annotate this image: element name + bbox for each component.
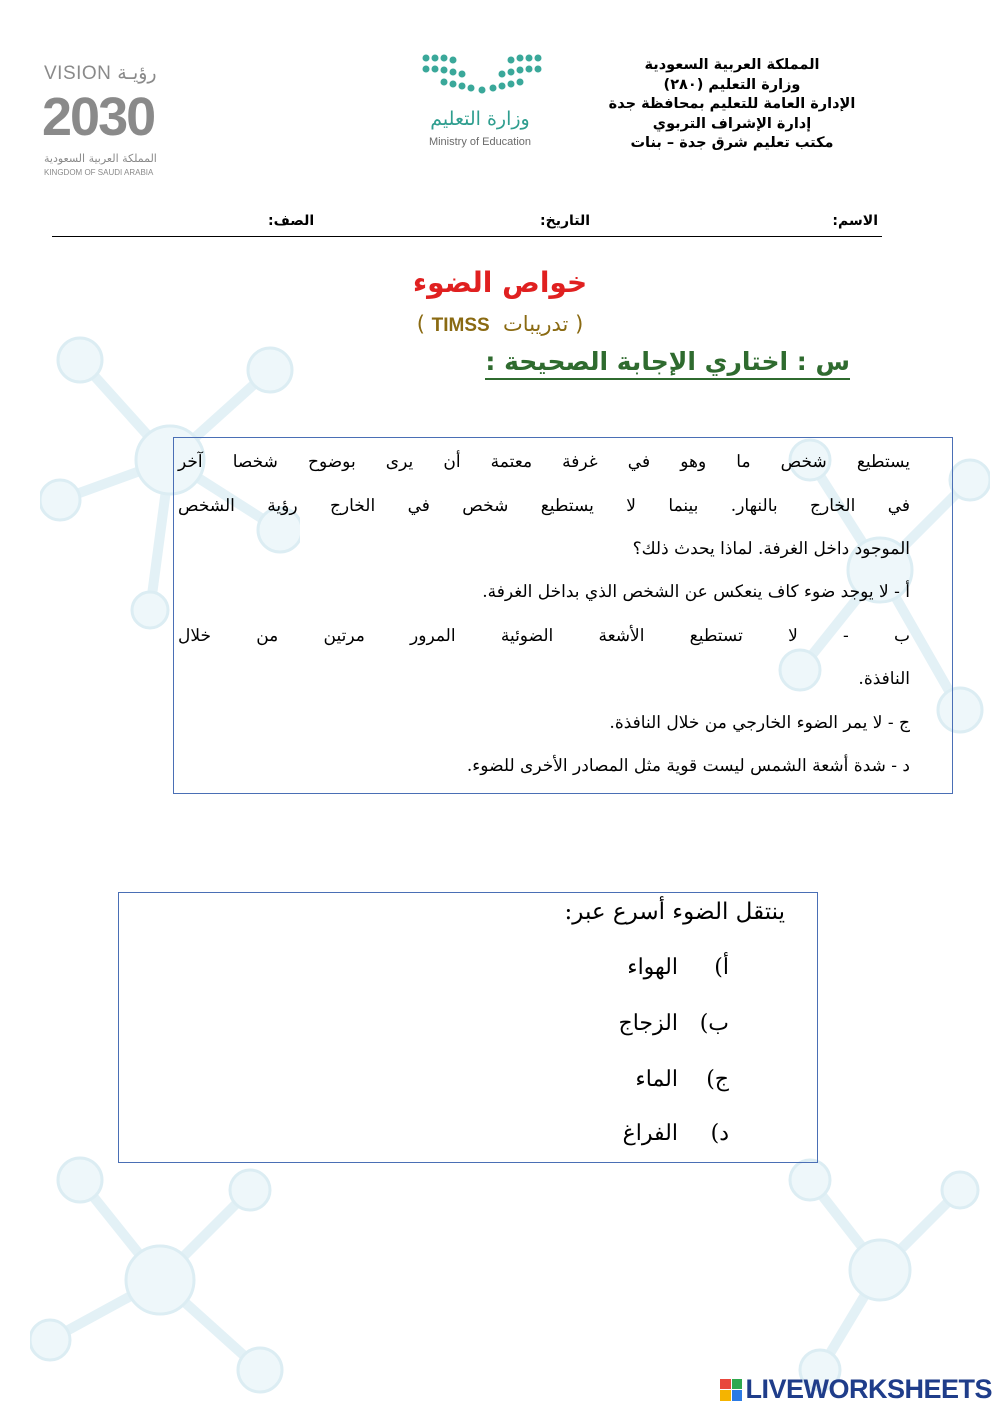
vision-2030-logo bbox=[40, 60, 200, 180]
q1-option-a[interactable]: أ - لا يوجد ضوء كاف ينعكس عن الشخص الذي بداخل الغرفة. bbox=[482, 582, 910, 602]
option-text: الهواء bbox=[627, 955, 678, 980]
question-2-box bbox=[118, 892, 818, 1163]
liveworksheets-badge-icon bbox=[720, 1379, 742, 1401]
info-underline bbox=[52, 236, 882, 237]
school-header bbox=[582, 56, 882, 154]
background-molecule-watermark bbox=[780, 1150, 980, 1400]
q1-option-d[interactable]: د - شدة أشعة الشمس ليست قوية مثل المصادر الأخرى للضوء. bbox=[466, 756, 910, 776]
subtitle-paren: ( bbox=[575, 312, 584, 336]
header-line: المملكة العربية السعودية bbox=[644, 57, 820, 73]
date-field-label: التاريخ: bbox=[540, 213, 591, 229]
q2-option-b[interactable] bbox=[619, 1011, 729, 1036]
vision-arabic: المملكة العربية السعودية bbox=[44, 152, 157, 165]
vision-title: VISION رؤيـة bbox=[44, 63, 157, 84]
q1-option-b-cont: النافذة. bbox=[858, 669, 910, 689]
vision-english: KINGDOM OF SAUDI ARABIA bbox=[44, 168, 154, 177]
ministry-of-education-logo bbox=[360, 52, 550, 162]
option-letter: ج) bbox=[706, 1067, 729, 1092]
q1-option-b[interactable]: ب - لا تستطيع الأشعة الضوئية المرور مرتين من خلال bbox=[178, 626, 910, 646]
q2-question: ينتقل الضوء أسرع عبر: bbox=[564, 899, 785, 925]
question-1-box bbox=[173, 437, 953, 794]
question-heading: س : اختاري الإجابة الصحيحة : bbox=[485, 347, 850, 380]
worksheet-title: خواص الضوء bbox=[412, 266, 588, 299]
worksheet-subtitle bbox=[300, 312, 700, 337]
name-field-label: الاسم: bbox=[832, 213, 878, 229]
header-line: إدارة الإشراف التربوي bbox=[652, 115, 812, 132]
option-text: الزجاج bbox=[618, 1011, 678, 1036]
option-letter: ب) bbox=[699, 1011, 729, 1036]
vision-year: 2030 bbox=[42, 87, 155, 147]
option-letter: د) bbox=[710, 1121, 729, 1146]
subtitle-paren: ) bbox=[416, 312, 425, 336]
q2-option-d[interactable] bbox=[623, 1121, 729, 1146]
background-molecule-watermark bbox=[30, 1140, 290, 1410]
q2-option-a[interactable] bbox=[627, 955, 729, 980]
option-letter: أ) bbox=[714, 955, 729, 980]
subtitle-timss: TIMSS bbox=[431, 315, 490, 336]
liveworksheets-wordmark: LIVEWORKSHEETS bbox=[745, 1374, 992, 1404]
moe-arabic-name: وزارة التعليم bbox=[430, 108, 530, 130]
q2-option-c[interactable] bbox=[635, 1067, 729, 1092]
q1-text-line: الموجود داخل الغرفة. لماذا يحدث ذلك؟ bbox=[632, 539, 910, 559]
q1-option-c[interactable]: ج - لا يمر الضوء الخارجي من خلال النافذة. bbox=[609, 713, 910, 733]
subtitle-text: تدريبات bbox=[503, 312, 569, 336]
header-line: مكتب تعليم شرق جدة – بنات bbox=[630, 135, 834, 151]
q1-text-line: يستطيع شخص ما وهو في غرفة معتمة أن يرى بوضوح شخصا آخر bbox=[178, 452, 910, 472]
header-line: الإدارة العامة للتعليم بمحافظة جدة bbox=[608, 96, 856, 112]
class-field-label: الصف: bbox=[268, 213, 315, 229]
option-text: الماء bbox=[635, 1067, 678, 1092]
option-text: الفراغ bbox=[622, 1121, 678, 1146]
moe-dots-icon bbox=[420, 52, 544, 98]
moe-english-name: Ministry of Education bbox=[428, 136, 532, 148]
liveworksheets-brand[interactable] bbox=[720, 1374, 992, 1405]
q1-text-line: في الخارج بالنهار. بينما لا يستطيع شخص في الخارج رؤية الشخص bbox=[178, 496, 910, 516]
header-line: وزارة التعليم (٢٨٠) bbox=[663, 76, 801, 93]
